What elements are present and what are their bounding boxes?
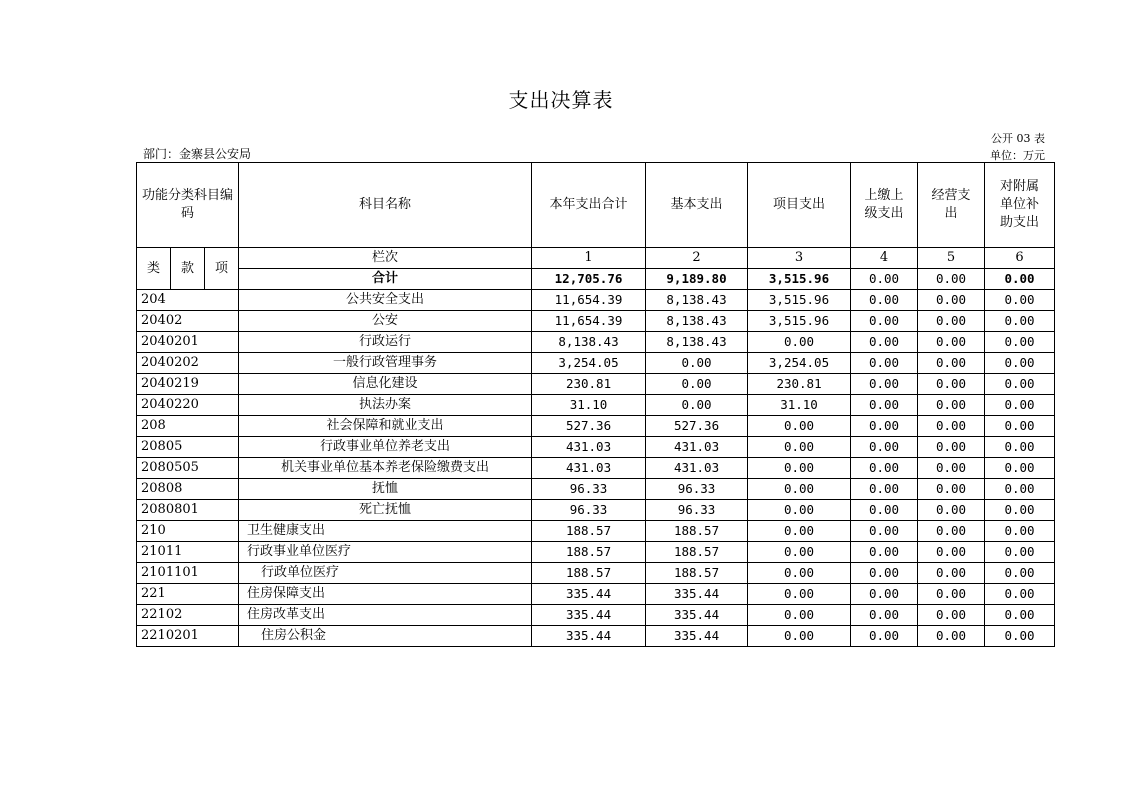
row-value: 335.44 bbox=[532, 605, 646, 626]
table-row bbox=[137, 290, 1055, 311]
row-value: 0.00 bbox=[748, 542, 851, 563]
row-value: 0.00 bbox=[748, 458, 851, 479]
row-value: 0.00 bbox=[985, 374, 1055, 395]
row-value: 96.33 bbox=[646, 500, 748, 521]
row-value: 0.00 bbox=[851, 290, 918, 311]
row-subject-name: 住房公积金 bbox=[239, 626, 532, 647]
table-row bbox=[137, 542, 1055, 563]
row-value: 0.00 bbox=[985, 626, 1055, 647]
row-value: 11,654.39 bbox=[532, 290, 646, 311]
row-value: 0.00 bbox=[748, 479, 851, 500]
header-kuan: 款 bbox=[171, 248, 205, 290]
row-value: 3,515.96 bbox=[748, 311, 851, 332]
total-cell: 12,705.76 bbox=[532, 269, 646, 290]
total-cell: 0.00 bbox=[918, 269, 985, 290]
row-value: 0.00 bbox=[851, 458, 918, 479]
row-subject-name: 住房改革支出 bbox=[239, 605, 532, 626]
table-row bbox=[137, 395, 1055, 416]
table-row bbox=[137, 521, 1055, 542]
row-value: 0.00 bbox=[748, 416, 851, 437]
header-col-num: 1 bbox=[532, 248, 646, 269]
unit-label: 单位：万元 bbox=[990, 149, 1045, 162]
row-value: 335.44 bbox=[646, 605, 748, 626]
row-value: 0.00 bbox=[851, 395, 918, 416]
table-row bbox=[137, 563, 1055, 584]
row-subject-name: 住房保障支出 bbox=[239, 584, 532, 605]
row-value: 188.57 bbox=[646, 563, 748, 584]
row-value: 0.00 bbox=[918, 311, 985, 332]
row-value: 96.33 bbox=[532, 500, 646, 521]
table-row bbox=[137, 374, 1055, 395]
table-row bbox=[137, 626, 1055, 647]
row-value: 96.33 bbox=[532, 479, 646, 500]
row-code: 2210201 bbox=[137, 626, 239, 647]
row-code: 208 bbox=[137, 416, 239, 437]
row-value: 8,138.43 bbox=[646, 332, 748, 353]
row-subject-name: 抚恤 bbox=[239, 479, 532, 500]
table-row bbox=[137, 311, 1055, 332]
row-value: 0.00 bbox=[851, 521, 918, 542]
row-value: 0.00 bbox=[851, 500, 918, 521]
row-subject-name: 卫生健康支出 bbox=[239, 521, 532, 542]
header-xiang: 项 bbox=[205, 248, 239, 290]
row-value: 8,138.43 bbox=[646, 290, 748, 311]
table-row bbox=[137, 479, 1055, 500]
row-value: 3,515.96 bbox=[748, 290, 851, 311]
row-value: 0.00 bbox=[918, 479, 985, 500]
row-value: 0.00 bbox=[646, 374, 748, 395]
table-code: 公开 03 表 bbox=[991, 132, 1045, 145]
row-value: 0.00 bbox=[748, 563, 851, 584]
row-code: 2080505 bbox=[137, 458, 239, 479]
row-subject-name: 行政事业单位养老支出 bbox=[239, 437, 532, 458]
row-code: 221 bbox=[137, 584, 239, 605]
header-project: 项目支出 bbox=[748, 163, 851, 248]
row-value: 335.44 bbox=[532, 626, 646, 647]
row-subject-name: 公共安全支出 bbox=[239, 290, 532, 311]
header-col-num: 6 bbox=[985, 248, 1055, 269]
department-label: 部门：金寨县公安局 bbox=[143, 147, 252, 161]
row-code: 2101101 bbox=[137, 563, 239, 584]
header-total: 本年支出合计 bbox=[532, 163, 646, 248]
table-row bbox=[137, 605, 1055, 626]
row-value: 0.00 bbox=[851, 416, 918, 437]
row-subject-name: 机关事业单位基本养老保险缴费支出 bbox=[239, 458, 532, 479]
header-col-num: 2 bbox=[646, 248, 748, 269]
row-value: 0.00 bbox=[918, 458, 985, 479]
row-code: 204 bbox=[137, 290, 239, 311]
row-value: 431.03 bbox=[646, 458, 748, 479]
table-row bbox=[137, 500, 1055, 521]
header-basic: 基本支出 bbox=[646, 163, 748, 248]
table-row bbox=[137, 458, 1055, 479]
row-value: 0.00 bbox=[985, 353, 1055, 374]
row-value: 8,138.43 bbox=[646, 311, 748, 332]
row-value: 0.00 bbox=[851, 311, 918, 332]
row-value: 0.00 bbox=[851, 605, 918, 626]
row-value: 0.00 bbox=[851, 584, 918, 605]
row-value: 31.10 bbox=[532, 395, 646, 416]
row-value: 0.00 bbox=[918, 353, 985, 374]
row-value: 11,654.39 bbox=[532, 311, 646, 332]
row-value: 230.81 bbox=[532, 374, 646, 395]
row-subject-name: 一般行政管理事务 bbox=[239, 353, 532, 374]
total-cell: 0.00 bbox=[985, 269, 1055, 290]
row-value: 0.00 bbox=[851, 437, 918, 458]
row-subject-name: 死亡抚恤 bbox=[239, 500, 532, 521]
row-value: 188.57 bbox=[646, 542, 748, 563]
row-subject-name: 公安 bbox=[239, 311, 532, 332]
row-code: 2080801 bbox=[137, 500, 239, 521]
row-value: 96.33 bbox=[646, 479, 748, 500]
row-value: 0.00 bbox=[851, 353, 918, 374]
header-business: 经营支出 bbox=[918, 163, 985, 248]
row-value: 31.10 bbox=[748, 395, 851, 416]
row-value: 0.00 bbox=[918, 521, 985, 542]
table-body bbox=[137, 290, 1055, 647]
row-subject-name: 行政单位医疗 bbox=[239, 563, 532, 584]
row-code: 22102 bbox=[137, 605, 239, 626]
row-value: 0.00 bbox=[748, 521, 851, 542]
row-subject-name: 行政运行 bbox=[239, 332, 532, 353]
row-value: 0.00 bbox=[748, 626, 851, 647]
total-row-label: 合计 bbox=[239, 269, 532, 290]
row-value: 335.44 bbox=[532, 584, 646, 605]
row-code: 21011 bbox=[137, 542, 239, 563]
page-title: 支出决算表 bbox=[508, 88, 614, 112]
header-subject-name: 科目名称 bbox=[239, 163, 532, 248]
row-value: 0.00 bbox=[918, 395, 985, 416]
table-row bbox=[137, 437, 1055, 458]
row-value: 0.00 bbox=[851, 542, 918, 563]
row-value: 0.00 bbox=[646, 353, 748, 374]
row-value: 0.00 bbox=[985, 290, 1055, 311]
expenditure-table bbox=[136, 162, 1055, 647]
row-value: 0.00 bbox=[985, 437, 1055, 458]
header-col-num: 4 bbox=[851, 248, 918, 269]
table-row bbox=[137, 416, 1055, 437]
row-value: 0.00 bbox=[851, 374, 918, 395]
row-value: 431.03 bbox=[532, 437, 646, 458]
row-code: 2040202 bbox=[137, 353, 239, 374]
row-code: 2040219 bbox=[137, 374, 239, 395]
row-value: 0.00 bbox=[918, 626, 985, 647]
header-func-code: 功能分类科目编码 bbox=[137, 163, 239, 248]
row-value: 0.00 bbox=[985, 311, 1055, 332]
row-value: 0.00 bbox=[918, 290, 985, 311]
row-value: 188.57 bbox=[532, 542, 646, 563]
row-value: 0.00 bbox=[985, 521, 1055, 542]
row-value: 0.00 bbox=[918, 374, 985, 395]
header-lei: 类 bbox=[137, 248, 171, 290]
header-col-num: 3 bbox=[748, 248, 851, 269]
header-col-num: 5 bbox=[918, 248, 985, 269]
row-value: 0.00 bbox=[748, 584, 851, 605]
row-value: 0.00 bbox=[985, 458, 1055, 479]
row-value: 0.00 bbox=[851, 626, 918, 647]
table-row bbox=[137, 353, 1055, 374]
row-value: 0.00 bbox=[918, 542, 985, 563]
row-value: 0.00 bbox=[918, 563, 985, 584]
row-value: 0.00 bbox=[646, 395, 748, 416]
row-value: 431.03 bbox=[532, 458, 646, 479]
row-value: 0.00 bbox=[748, 332, 851, 353]
row-value: 0.00 bbox=[748, 605, 851, 626]
total-cell: 3,515.96 bbox=[748, 269, 851, 290]
row-value: 0.00 bbox=[985, 416, 1055, 437]
row-value: 0.00 bbox=[918, 605, 985, 626]
row-value: 0.00 bbox=[985, 563, 1055, 584]
row-value: 0.00 bbox=[918, 416, 985, 437]
row-value: 0.00 bbox=[985, 542, 1055, 563]
row-value: 0.00 bbox=[748, 437, 851, 458]
row-value: 0.00 bbox=[985, 584, 1055, 605]
row-value: 188.57 bbox=[532, 563, 646, 584]
row-code: 20808 bbox=[137, 479, 239, 500]
row-value: 8,138.43 bbox=[532, 332, 646, 353]
header-subsidiary: 对附属单位补助支出 bbox=[985, 163, 1055, 248]
row-value: 0.00 bbox=[918, 437, 985, 458]
row-value: 527.36 bbox=[532, 416, 646, 437]
row-value: 0.00 bbox=[851, 479, 918, 500]
header-col-label: 栏次 bbox=[239, 248, 532, 269]
row-value: 188.57 bbox=[646, 521, 748, 542]
row-value: 527.36 bbox=[646, 416, 748, 437]
total-cell: 0.00 bbox=[851, 269, 918, 290]
row-code: 20805 bbox=[137, 437, 239, 458]
row-value: 0.00 bbox=[985, 479, 1055, 500]
row-code: 210 bbox=[137, 521, 239, 542]
table-row bbox=[137, 584, 1055, 605]
row-value: 0.00 bbox=[985, 605, 1055, 626]
row-subject-name: 社会保障和就业支出 bbox=[239, 416, 532, 437]
row-value: 0.00 bbox=[918, 500, 985, 521]
row-value: 0.00 bbox=[985, 395, 1055, 416]
table-row bbox=[137, 332, 1055, 353]
row-value: 3,254.05 bbox=[748, 353, 851, 374]
row-value: 0.00 bbox=[748, 500, 851, 521]
row-value: 230.81 bbox=[748, 374, 851, 395]
row-value: 3,254.05 bbox=[532, 353, 646, 374]
row-code: 20402 bbox=[137, 311, 239, 332]
row-subject-name: 执法办案 bbox=[239, 395, 532, 416]
row-subject-name: 信息化建设 bbox=[239, 374, 532, 395]
row-value: 431.03 bbox=[646, 437, 748, 458]
row-value: 188.57 bbox=[532, 521, 646, 542]
row-value: 335.44 bbox=[646, 626, 748, 647]
row-value: 0.00 bbox=[851, 332, 918, 353]
row-code: 2040220 bbox=[137, 395, 239, 416]
row-code: 2040201 bbox=[137, 332, 239, 353]
row-value: 0.00 bbox=[851, 563, 918, 584]
row-value: 0.00 bbox=[918, 332, 985, 353]
row-value: 0.00 bbox=[918, 584, 985, 605]
row-value: 0.00 bbox=[985, 500, 1055, 521]
row-value: 0.00 bbox=[985, 332, 1055, 353]
header-upper: 上缴上级支出 bbox=[851, 163, 918, 248]
row-value: 335.44 bbox=[646, 584, 748, 605]
row-subject-name: 行政事业单位医疗 bbox=[239, 542, 532, 563]
total-cell: 9,189.80 bbox=[646, 269, 748, 290]
